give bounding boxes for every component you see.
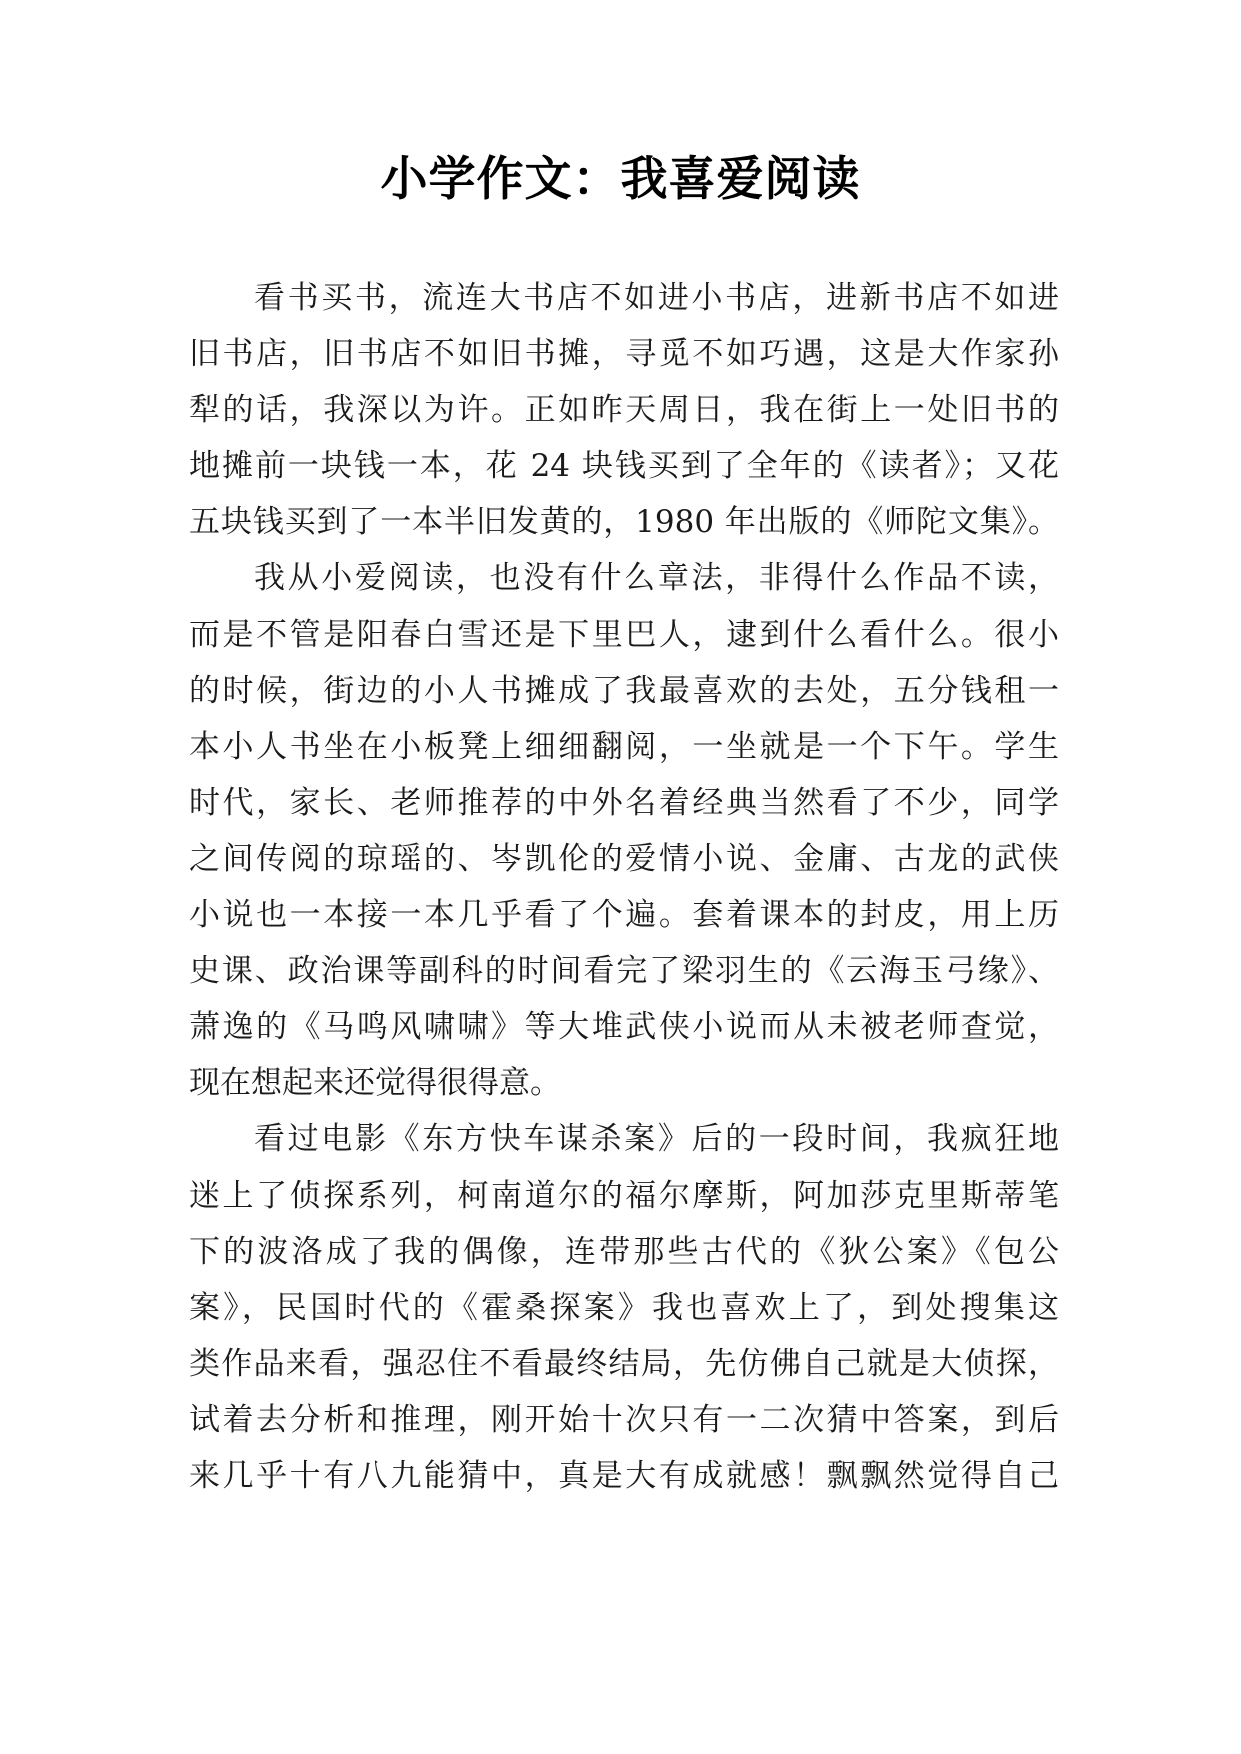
page-title: 小学作文：我喜爱阅读 [380,152,861,207]
paragraph-2 [189,550,1059,1111]
paragraph-3 [189,1111,1059,1504]
text-line: 看过电影《东方快车谋杀案》后的一段时间，我疯狂地 [254,1121,1059,1158]
text-line: 地摊前一块钱一本，花 24 块钱买到了全年的《读者》；又花 [189,448,1059,485]
text-line: 的时候，街边的小人书摊成了我最喜欢的去处，五分钱租一 [189,672,1059,709]
text-line: 看书买书，流连大书店不如进小书店，进新书店不如进 [254,280,1059,316]
text-line: 下的波洛成了我的偶像，连带那些古代的《狄公案》《包公 [189,1233,1059,1270]
text-line: 小说也一本接一本几乎看了个遍。套着课本的封皮，用上历 [189,897,1059,934]
text-line: 本小人书坐在小板凳上细细翻阅，一坐就是一个下午。学生 [189,728,1059,765]
text-line: 来几乎十有八九能猜中，真是大有成就感！飘飘然觉得自己 [189,1457,1059,1494]
essay-body [189,270,1059,1504]
text-line: 五块钱买到了一本半旧发黄的，1980 年出版的《师陀文集》。 [189,504,1059,541]
text-line: 试着去分析和推理，刚开始十次只有一二次猜中答案，到后 [189,1401,1059,1438]
text-line: 之间传阅的琼瑶的、岑凯伦的爱情小说、金庸、古龙的武侠 [189,840,1059,877]
text-line: 我从小爱阅读，也没有什么章法，非得什么作品不读， [254,560,1059,597]
text-line: 旧书店，旧书店不如旧书摊，寻觅不如巧遇，这是大作家孙 [189,336,1059,373]
text-line: 而是不管是阳春白雪还是下里巴人，逮到什么看什么。很小 [189,616,1059,653]
text-line: 萧逸的《马鸣风啸啸》等大堆武侠小说而从未被老师查觉， [189,1009,1059,1046]
text-line: 迷上了侦探系列，柯南道尔的福尔摩斯，阿加莎克里斯蒂笔 [189,1177,1059,1214]
paragraph-1 [189,270,1059,550]
text-line: 史课、政治课等副科的时间看完了梁羽生的《云海玉弓缘》、 [189,953,1059,990]
text-line: 犁的话，我深以为许。正如昨天周日，我在街上一处旧书的 [189,392,1059,429]
text-line: 现在想起来还觉得很得意。 [189,1065,561,1102]
text-line: 时代，家长、老师推荐的中外名着经典当然看了不少，同学 [189,784,1059,821]
text-line: 类作品来看，强忍住不看最终结局，先仿佛自己就是大侦探， [189,1345,1059,1382]
text-line: 案》，民国时代的《霍桑探案》我也喜欢上了，到处搜集这 [189,1289,1059,1326]
